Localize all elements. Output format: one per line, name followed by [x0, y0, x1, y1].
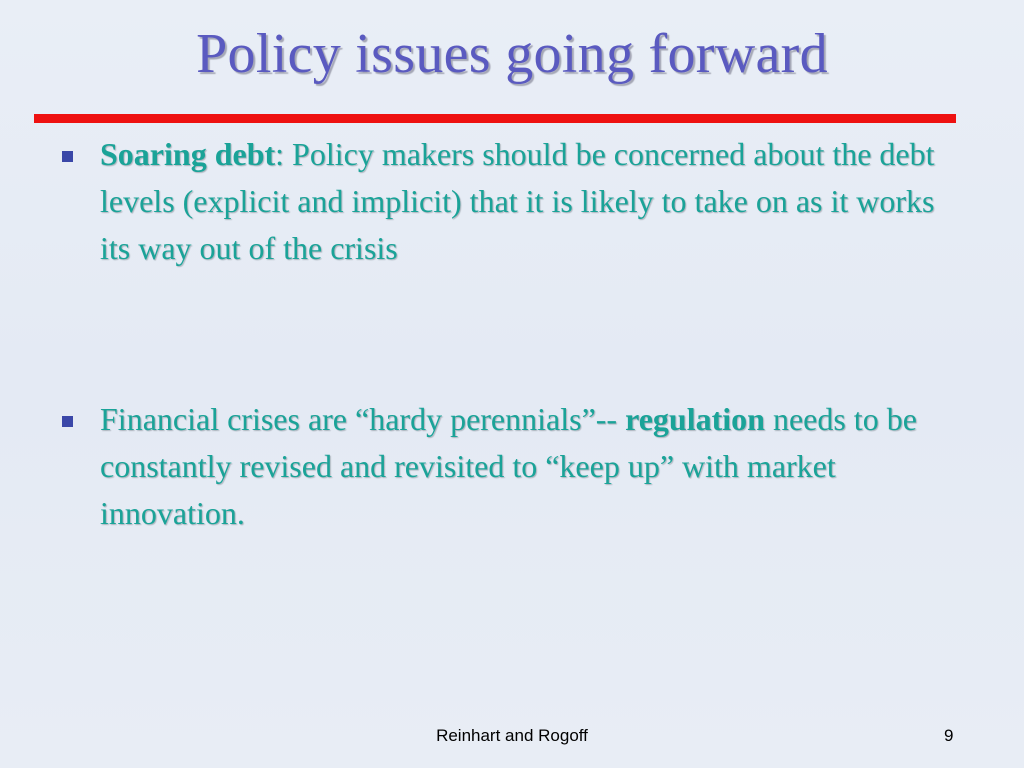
bullet-item-soaring-debt — [62, 131, 952, 272]
title-underline — [34, 114, 956, 123]
bullet-body-after: needs to be constantly revised and revisited to “keep up” with market innovation. — [100, 401, 917, 531]
bullet-item-financial-crises — [62, 396, 952, 537]
page-number: 9 — [944, 726, 954, 745]
bullet-bold-mid: regulation — [625, 401, 765, 437]
square-bullet-icon — [62, 416, 73, 427]
bullet-body-before: Financial crises are “hardy perennials”-- — [100, 401, 626, 437]
bullet-bold-lead: Soaring debt — [100, 136, 276, 172]
bullet-text — [100, 396, 952, 537]
footer-authors: Reinhart and Rogoff — [436, 726, 588, 745]
bullet-body: : Policy makers should be concerned about the debt levels (explicit and implicit) that it is likely to take on as it works its way out of the crisis — [100, 136, 935, 266]
square-bullet-icon — [62, 151, 73, 162]
bullet-text — [100, 131, 952, 272]
slide-title: Policy issues going forward — [196, 23, 828, 85]
